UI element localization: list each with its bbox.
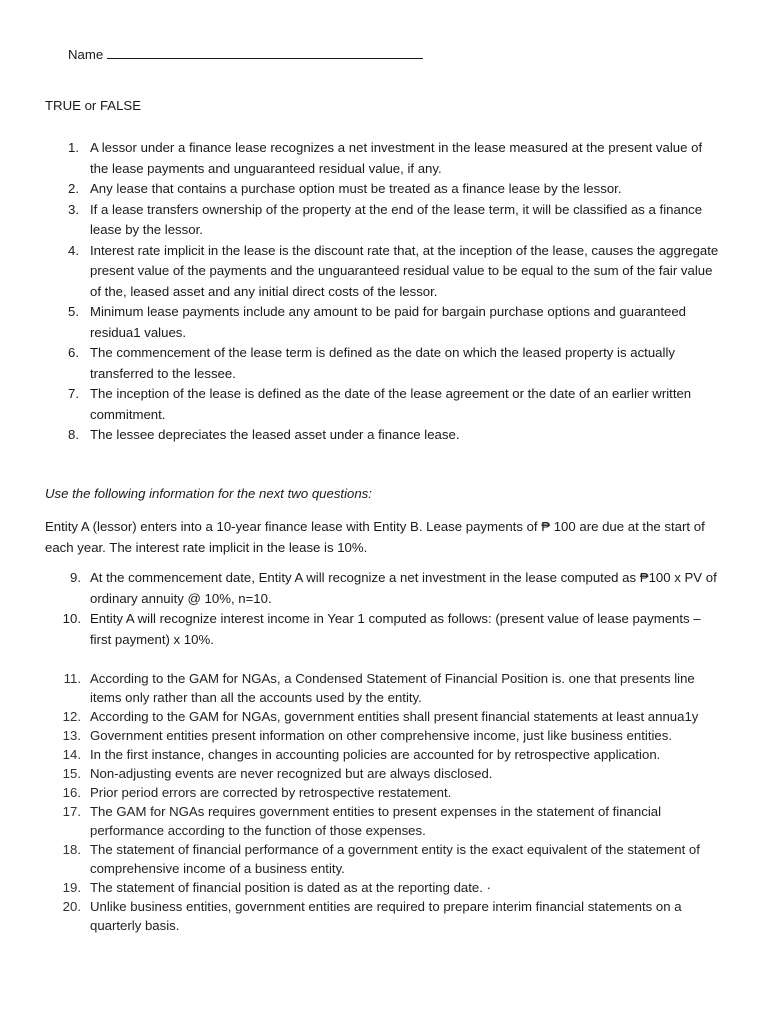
- item-text: Minimum lease payments include any amount to be paid for bargain purchase options and guaranteed residua1 values.: [90, 304, 687, 340]
- gam-question-list: [0, 669, 768, 935]
- item-text: The statement of financial position is dated as at the reporting date. ·: [90, 880, 491, 895]
- item-text: Prior period errors are corrected by retrospective restatement.: [90, 785, 452, 800]
- name-field-line: [68, 47, 423, 62]
- item-text: The statement of financial performance of a government entity is the exact equivalent of the statement of comprehensive income of a business entity.: [90, 842, 700, 876]
- list-item: [0, 783, 768, 802]
- item-text: The inception of the lease is defined as the date of the lease agreement or the date of an earlier written commitment.: [90, 386, 692, 422]
- list-item: [0, 609, 768, 650]
- item-number: 15.: [62, 766, 81, 781]
- item-text: Non-adjusting events are never recognized but are always disclosed.: [90, 766, 493, 781]
- true-false-list: [0, 138, 768, 446]
- list-item: [0, 200, 768, 241]
- item-text: Interest rate implicit in the lease is the discount rate that, at the inception of the lease, causes the aggregate present value of the payments and the unguaranteed residual value to be equal to the sum of the fair value of the, leased asset and any initial direct costs of the lessor.: [90, 242, 719, 299]
- list-item: [0, 425, 768, 446]
- list-item: [0, 707, 768, 726]
- item-text: At the commencement date, Entity A will recognize a net investment in the lease computed as ₱100 x PV of ordinary annuity @ 10%, n=10.: [90, 570, 717, 606]
- item-number: 12.: [62, 709, 81, 724]
- item-number: 7.: [68, 386, 79, 401]
- list-item: [0, 764, 768, 783]
- name-blank: [107, 47, 423, 59]
- item-number: 19.: [62, 880, 81, 895]
- item-text: The lessee depreciates the leased asset under a finance lease.: [90, 427, 460, 442]
- scenario-question-list: [0, 568, 768, 650]
- list-item: [0, 568, 768, 609]
- list-item: [0, 241, 768, 303]
- item-number: 1.: [68, 140, 79, 155]
- list-item: [0, 745, 768, 764]
- item-text: The commencement of the lease term is defined as the date on which the leased property is actually transferred to the lessee.: [90, 345, 675, 381]
- item-text: Entity A will recognize interest income in Year 1 computed as follows: (present value of lease payments – first payment) x 10%.: [90, 611, 701, 647]
- item-text: A lessor under a finance lease recognizes a net investment in the lease measured at the present value of the lease payments and unguaranteed residual value, if any.: [90, 140, 703, 176]
- item-number: 17.: [62, 804, 81, 819]
- list-item: [0, 840, 768, 878]
- list-item: [0, 802, 768, 840]
- item-number: 2.: [68, 181, 79, 196]
- instruction-text: Use the following information for the next two questions:: [45, 486, 372, 501]
- name-label: Name: [68, 47, 104, 62]
- list-item: [0, 669, 768, 707]
- list-item: [0, 726, 768, 745]
- item-text: If a lease transfers ownership of the property at the end of the lease term, it will be classified as a finance lease by the lessor.: [90, 201, 703, 237]
- section-title: TRUE or FALSE: [45, 98, 142, 113]
- item-number: 18.: [62, 842, 81, 857]
- item-number: 10.: [62, 611, 81, 626]
- item-text: Any lease that contains a purchase option must be treated as a finance lease by the lessor.: [90, 181, 622, 196]
- item-text: Government entities present information on other comprehensive income, just like business entities.: [90, 728, 673, 743]
- list-item: [0, 384, 768, 425]
- item-text: According to the GAM for NGAs, a Condensed Statement of Financial Position is. one that presents line items only rather than all the accounts used by the entity.: [90, 671, 695, 705]
- item-number: 4.: [68, 242, 79, 258]
- item-number: 14.: [62, 747, 81, 762]
- item-number: 3.: [68, 201, 79, 217]
- list-item: [0, 302, 768, 343]
- item-number: 9.: [70, 570, 81, 585]
- item-number: 20.: [62, 899, 81, 914]
- list-item: [0, 179, 768, 200]
- item-text: According to the GAM for NGAs, government entities shall present financial statements at least annua1y: [90, 709, 699, 724]
- item-text: In the first instance, changes in accounting policies are accounted for by retrospective application.: [90, 747, 661, 762]
- list-item: [0, 897, 768, 935]
- item-text: The GAM for NGAs requires government entities to present expenses in the statement of financial performance according to the function of those expenses.: [90, 804, 662, 838]
- item-number: 11.: [63, 671, 81, 686]
- list-item: [0, 343, 768, 384]
- item-number: 16.: [62, 785, 81, 800]
- list-item: [0, 138, 768, 179]
- item-number: 13.: [62, 728, 81, 743]
- item-number: 6.: [68, 345, 79, 360]
- list-item: [0, 878, 768, 897]
- item-text: Unlike business entities, government entities are required to prepare interim financial statements on a quarterly basis.: [90, 899, 682, 933]
- item-number: 5.: [68, 304, 79, 319]
- scenario-paragraph: Entity A (lessor) enters into a 10-year finance lease with Entity B. Lease payments of ₱ 100 are due at the start of each year. The interest rate implicit in the lease is 10%.: [45, 519, 705, 555]
- item-number: 8.: [68, 427, 79, 442]
